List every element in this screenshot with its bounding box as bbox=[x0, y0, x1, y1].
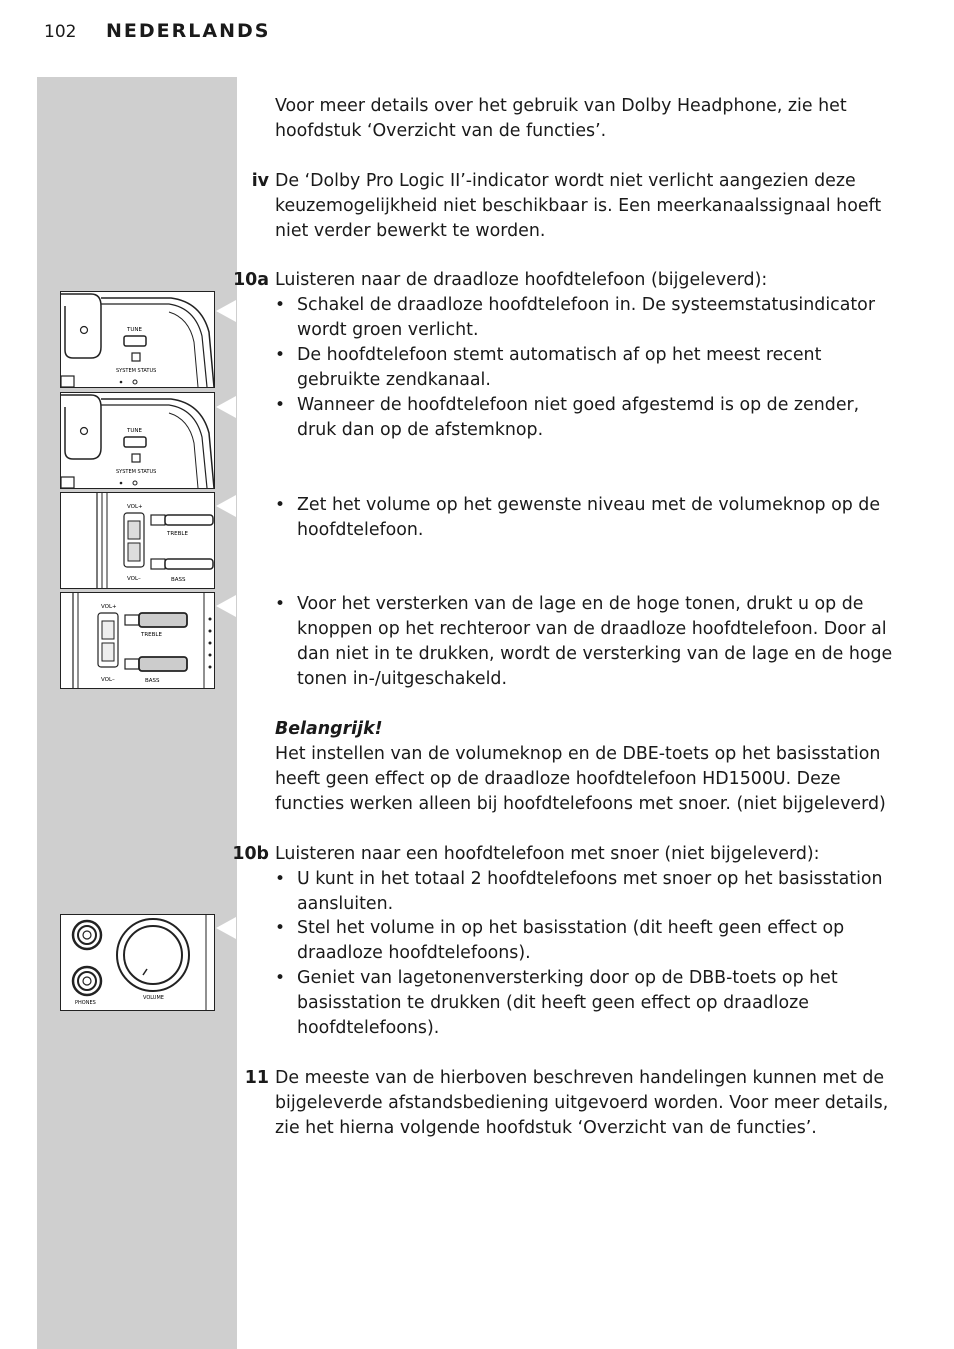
important-label: Belangrijk! bbox=[275, 719, 383, 739]
vol-plus-label: VOL+ bbox=[101, 604, 117, 610]
step-number: 11 bbox=[244, 1068, 269, 1088]
bullet-item: Wanneer de hoofdtelefoon niet goed afgestemd is op de zender, druk dan op de afstemknop. bbox=[297, 395, 860, 440]
bullet-marker: • bbox=[275, 918, 286, 938]
bullet-marker: • bbox=[275, 495, 286, 515]
step-iv-text: De ‘Dolby Pro Logic II’-indicator wordt niet verlicht aangezien deze keuzemogelijkheid niet beschikbaar is. Een meerkanaalssignaal hoeft niet verder bewerkt te worden. bbox=[275, 171, 882, 241]
step-number: iv bbox=[251, 171, 269, 191]
vol-minus-label: VOL– bbox=[127, 576, 141, 582]
bass-label: BASS bbox=[145, 678, 160, 684]
bullet-item: U kunt in het totaal 2 hoofdtelefoons met snoer op het basisstation aansluiten. bbox=[297, 869, 883, 914]
pointer-arrow bbox=[216, 300, 236, 322]
step-number: 10a bbox=[233, 270, 269, 290]
pointer-arrow bbox=[216, 495, 236, 517]
phones-volume-illustration bbox=[60, 914, 215, 1011]
step-10b-text: Luisteren naar een hoofdtelefoon met snoer (niet bijgeleverd): bbox=[275, 844, 820, 864]
bullet-item: Schakel de draadloze hoofdtelefoon in. De systeemstatusindicator wordt groen verlicht. bbox=[297, 295, 875, 340]
volume-label: VOLUME bbox=[143, 995, 164, 1001]
intro-paragraph: Voor meer details over het gebruik van Dolby Headphone, zie het hoofdstuk ‘Overzicht van de functies’. bbox=[275, 96, 847, 141]
step-10a-text: Luisteren naar de draadloze hoofdtelefoon (bijgeleverd): bbox=[275, 270, 768, 290]
pointer-arrow bbox=[216, 595, 236, 617]
pointer-arrow bbox=[216, 917, 236, 939]
pointer-arrow bbox=[216, 396, 236, 418]
illustration-sidebar bbox=[37, 77, 237, 1349]
bullet-marker: • bbox=[275, 345, 286, 365]
tune-label: TUNE bbox=[127, 327, 142, 333]
important-text: Het instellen van de volumeknop en de DBE-toets op het basisstation heeft geen effect op de draadloze hoofdtelefoon HD1500U. Deze functies werken alleen bij hoofdtelefoons met snoer. (niet bijgeleverd) bbox=[275, 744, 886, 814]
bullet-item: Geniet van lagetonenversterking door op de DBB-toets op het basisstation te drukken (dit heeft geen effect op draadloze hoofdtelefoons). bbox=[297, 968, 838, 1038]
bullet-marker: • bbox=[275, 968, 286, 988]
system-status-label: SYSTEM STATUS bbox=[116, 469, 157, 475]
bass-label: BASS bbox=[171, 577, 186, 583]
bullet-item: Voor het versterken van de lage en de hoge tonen, drukt u op de knoppen op het rechteroor van de draadloze hoofdtelefoon. Door al dan niet in te drukken, wordt de versterking van de lage en de hoge tonen in-/uitgeschakeld. bbox=[297, 594, 893, 689]
step-number: 10b bbox=[232, 844, 269, 864]
bullet-marker: • bbox=[275, 594, 286, 614]
headphone-tune-illustration-2 bbox=[60, 392, 215, 489]
tune-label: TUNE bbox=[127, 428, 142, 434]
headphone-treble-bass-illustration bbox=[60, 592, 215, 689]
bullet-item: Stel het volume in op het basisstation (dit heeft geen effect op draadloze hoofdtelefoons). bbox=[297, 918, 845, 963]
headphone-volume-illustration bbox=[60, 492, 215, 589]
phones-label: PHONES bbox=[75, 1000, 96, 1006]
bullet-marker: • bbox=[275, 869, 286, 889]
treble-label: TREBLE bbox=[141, 632, 162, 638]
system-status-label: SYSTEM STATUS bbox=[116, 368, 157, 374]
bullet-item: De hoofdtelefoon stemt automatisch af op het meest recent gebruikte zendkanaal. bbox=[297, 345, 822, 390]
vol-minus-label: VOL– bbox=[101, 677, 115, 683]
section-title: NEDERLANDS bbox=[106, 20, 271, 42]
step-11-text: De meeste van de hierboven beschreven handelingen kunnen met de bijgeleverde afstandsbediening uitgevoerd worden. Voor meer details, zie het hierna volgende hoofdstuk ‘Overzicht van de functies’. bbox=[275, 1068, 889, 1138]
bullet-marker: • bbox=[275, 395, 286, 415]
vol-plus-label: VOL+ bbox=[127, 504, 143, 510]
headphone-tune-illustration-1 bbox=[60, 291, 215, 388]
bullet-item: Zet het volume op het gewenste niveau met de volumeknop op de hoofdtelefoon. bbox=[297, 495, 881, 540]
bullet-marker: • bbox=[275, 295, 286, 315]
treble-label: TREBLE bbox=[167, 531, 188, 537]
page-number: 102 bbox=[44, 22, 77, 42]
